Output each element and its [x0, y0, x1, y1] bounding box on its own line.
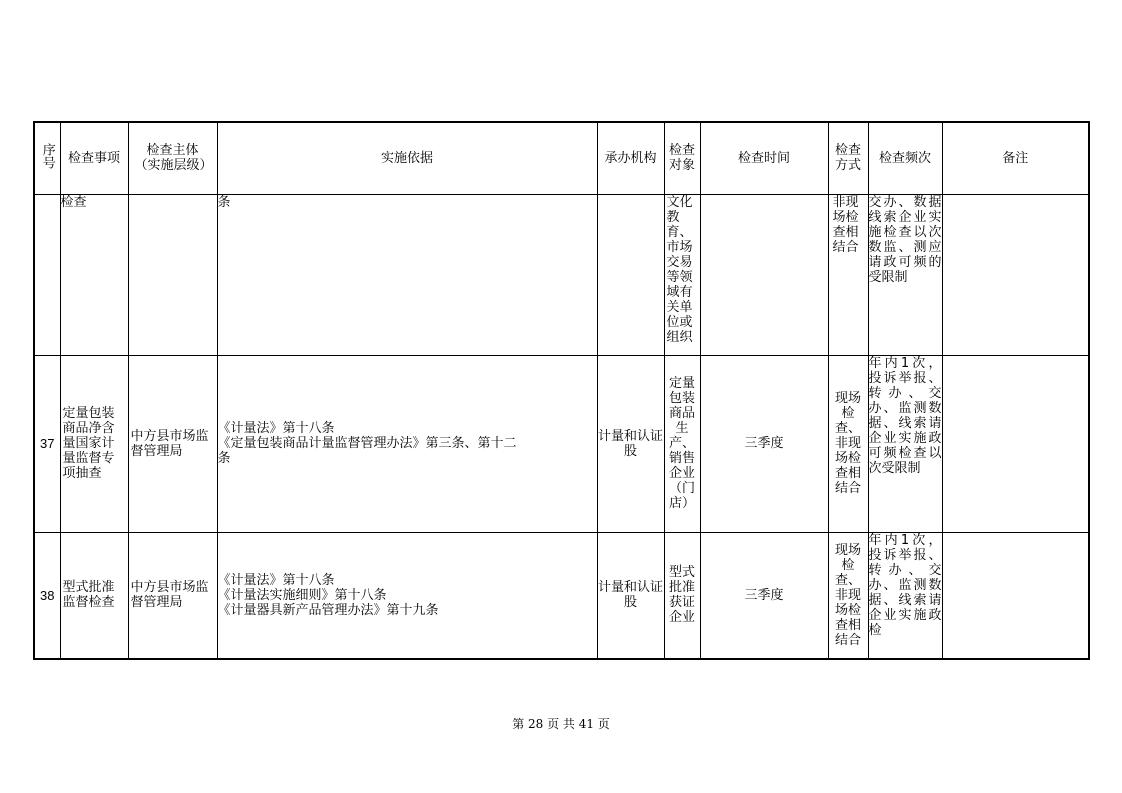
row-remarks	[942, 194, 1089, 355]
header-item: 检查事项	[60, 122, 128, 194]
basis-line: 条	[217, 194, 231, 210]
row-seq: 38	[34, 532, 60, 659]
row-subject: 中方县市场监督管理局	[128, 355, 217, 532]
row-method: 非现场检查相结合	[828, 194, 868, 355]
header-basis: 实施依据	[217, 122, 597, 194]
inspection-table	[33, 121, 1090, 660]
row-dept: 计量和认证股	[597, 355, 664, 532]
basis-line: 条	[217, 451, 231, 466]
row-time: 三季度	[700, 532, 828, 659]
row-dept	[597, 194, 664, 355]
basis-line: 《计量法实施细则》第十八条	[217, 587, 387, 603]
row-seq	[34, 194, 60, 355]
header-subject: 检查主体（实施层级）	[128, 122, 217, 194]
header-method: 检查方式	[828, 122, 868, 194]
header-target: 检查对象	[664, 122, 700, 194]
header-time: 检查时间	[700, 122, 828, 194]
basis-line: 《计量器具新产品管理办法》第十九条	[217, 602, 439, 618]
row-time	[700, 194, 828, 355]
row-time: 三季度	[700, 355, 828, 532]
row-basis	[217, 194, 597, 355]
row-target: 文化教育、市场交易等领域有关单位或组织	[664, 194, 700, 355]
row-item: 定量包装商品净含量国家计量监督专项抽查	[60, 355, 128, 532]
row-remarks	[942, 532, 1089, 659]
header-dept: 承办机构	[597, 122, 664, 194]
row-item: 检查	[60, 194, 128, 355]
row-basis	[217, 355, 597, 532]
row-frequency: 年内1次，投诉举报、转办、交办、监测数据、线索请企业实施政检	[868, 532, 942, 659]
header-frequency: 检查频次	[868, 122, 942, 194]
row-seq: 37	[34, 355, 60, 532]
table-row	[34, 194, 1089, 355]
row-target: 型式批准获证企业	[664, 532, 700, 659]
row-subject: 中方县市场监督管理局	[128, 532, 217, 659]
page-footer: 第 28 页 共 41 页	[512, 717, 610, 731]
row-method: 现场检查、非现场检查相结合	[828, 532, 868, 659]
row-frequency: 年内1次，投诉举报、转办、交办、监测数据、线索请企业实施政可频检查以次受限制	[868, 355, 942, 532]
table-header-row	[34, 122, 1089, 194]
row-item: 型式批准监督检查	[60, 532, 128, 659]
row-target: 定量包装商品生产、销售企业（门店）	[664, 355, 700, 532]
header-seq: 序号	[34, 122, 60, 194]
basis-line: 《定量包装商品计量监督管理办法》第三条、第十二	[217, 436, 517, 451]
row-method: 现场检查、非现场检查相结合	[828, 355, 868, 532]
row-frequency: 交办、数据线索企业实施检查以次数监、测应请政可频的受限制	[868, 194, 942, 355]
row-basis	[217, 532, 597, 659]
table-row	[34, 532, 1089, 659]
row-subject	[128, 194, 217, 355]
header-remarks: 备注	[942, 122, 1089, 194]
row-dept: 计量和认证股	[597, 532, 664, 659]
basis-line: 《计量法》第十八条	[217, 572, 335, 588]
table-row	[34, 355, 1089, 532]
basis-line: 《计量法》第十八条	[217, 421, 335, 436]
row-remarks	[942, 355, 1089, 532]
